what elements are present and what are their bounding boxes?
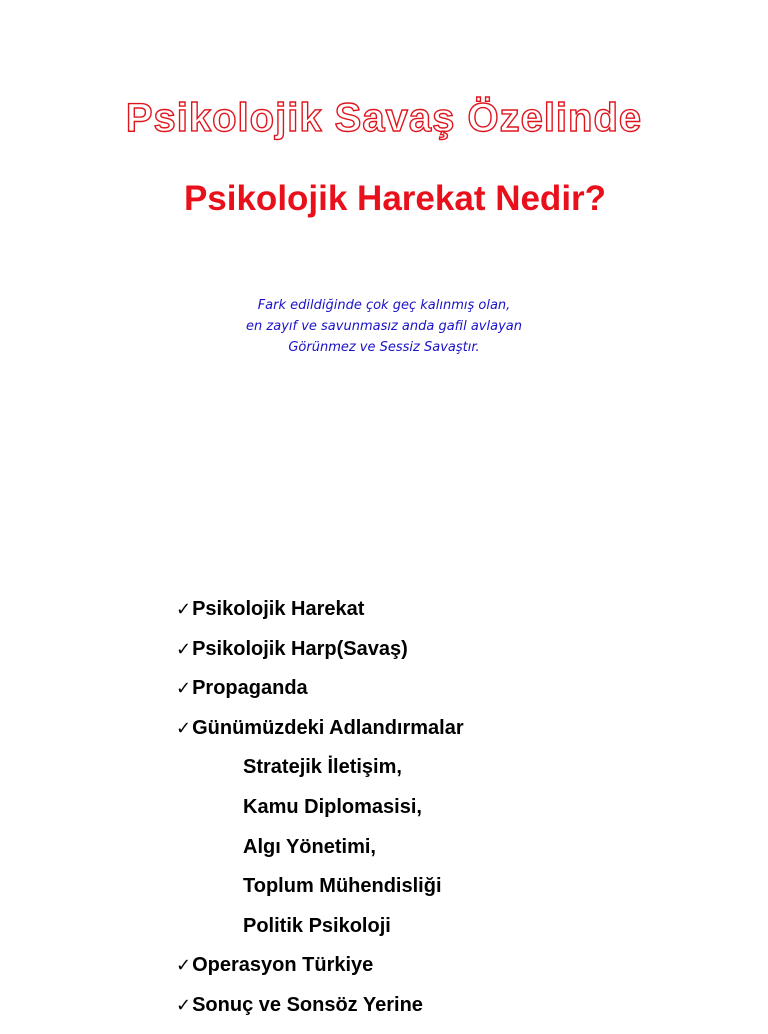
quote-line: Fark edildiğinde çok geç kalınmış olan, (257, 298, 511, 313)
list-item-label: Algı Yönetimi, (243, 835, 376, 858)
list-item (176, 677, 464, 717)
topic-list (176, 598, 464, 1034)
page-title: Psikolojik Harekat Nedir? (183, 179, 607, 218)
sub-list-item (176, 796, 464, 836)
list-item-label: Kamu Diplomasisi, (243, 795, 422, 818)
quote-line: en zayıf ve savunmasız anda gafil avlayan (246, 319, 522, 334)
list-item-label: Günümüzdeki Adlandırmalar (192, 716, 464, 739)
check-icon: ✓ (176, 994, 192, 1016)
list-item (176, 954, 464, 994)
sub-list-item (176, 836, 464, 876)
list-item-label: Stratejik İletişim, (243, 756, 402, 779)
list-item (176, 717, 464, 757)
outline-title: Psikolojik Savaş Özelinde (125, 96, 643, 140)
list-item-label: Toplum Mühendisliği (243, 875, 442, 898)
list-item-label: Sonuç ve Sonsöz Yerine (192, 993, 423, 1016)
definition-quote (0, 295, 768, 358)
check-icon: ✓ (176, 678, 192, 700)
list-item-label: Psikolojik Harp(Savaş) (192, 637, 408, 660)
check-icon: ✓ (176, 638, 192, 660)
list-item (176, 598, 464, 638)
sub-list-item (176, 756, 464, 796)
check-icon: ✓ (176, 599, 192, 620)
check-icon: ✓ (176, 955, 192, 977)
list-item (176, 638, 464, 678)
sub-list-item (176, 915, 464, 955)
quote-line: Görünmez ve Sessiz Savaştır. (288, 340, 480, 355)
list-item-label: Politik Psikoloji (243, 914, 391, 937)
list-item-label: Operasyon Türkiye (192, 954, 374, 977)
sub-list-item (176, 875, 464, 915)
list-item-label: Psikolojik Harekat (192, 598, 365, 620)
list-item (176, 994, 464, 1034)
list-item-label: Propaganda (192, 677, 308, 700)
check-icon: ✓ (176, 717, 192, 739)
